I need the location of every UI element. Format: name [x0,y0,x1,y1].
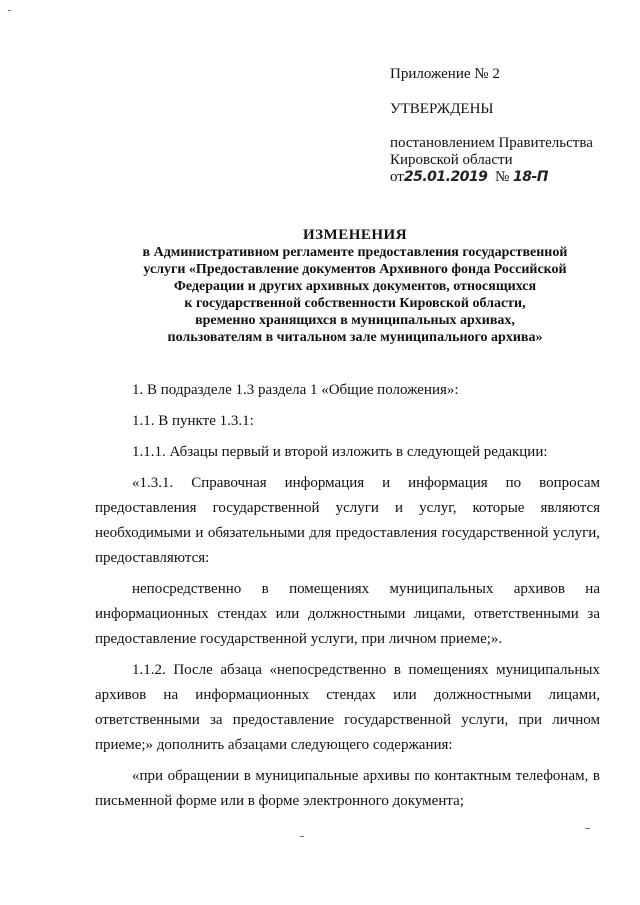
title-line-1: в Административном регламенте предоставления государственной [142,245,568,260]
paragraph-1: 1. В подразделе 1.3 раздела 1 «Общие положения»: [132,382,459,398]
date-prefix: от [390,169,404,185]
paragraph-6: 1.1.2. После абзаца «непосредственно в помещениях муниципальных архивов на информационных стендах или должностными лицами, ответственными за предоставление государственной услуги, при личном приеме;» дополнить абзацами следующего содержания: [95,662,600,753]
scan-mark [585,828,590,829]
handwritten-number: 18-П [513,169,549,185]
handwritten-date: 25.01.2019 [403,169,488,185]
decree-date-line [390,169,610,186]
scan-mark [300,836,304,837]
appendix-block [390,66,610,186]
document-title [120,227,590,346]
paragraph-4: «1.3.1. Справочная информация и информация по вопросам предоставления государственной услуги и услуг, которые являются необходимыми и обязательными для предоставления государственной услуги, предоставляются: [95,475,600,566]
scan-mark [8,10,11,11]
title-line-4: к государственной собственности Кировской области, [184,296,526,311]
title-main: ИЗМЕНЕНИЯ [302,227,408,243]
title-line-5: временно хранящихся в муниципальных архивах, [195,313,515,328]
paragraph-7: «при обращении в муниципальные архивы по контактным телефонам, в письменной форме или в форме электронного документа; [95,768,600,809]
appendix-number: Приложение № 2 [390,66,500,82]
paragraph-5: непосредственно в помещениях муниципальных архивов на информационных стендах или должностными лицами, ответственными за предоставление государственной услуги, при личном приеме;». [95,581,600,647]
decree-line-2: Кировской области [390,152,513,168]
paragraph-3: 1.1.1. Абзацы первый и второй изложить в следующей редакции: [132,444,548,460]
decree-line-1: постановлением Правительства [390,135,593,151]
title-line-6: пользователям в читальном зале муниципального архива» [167,330,543,345]
approved-label: УТВЕРЖДЕНЫ [390,101,494,117]
title-line-2: услуги «Предоставление документов Архивного фонда Российской [143,262,567,277]
paragraph-2: 1.1. В пункте 1.3.1: [132,413,254,429]
document-body [95,378,600,814]
number-prefix: № [494,169,510,185]
title-line-3: Федерации и других архивных документов, относящихся [173,279,537,294]
